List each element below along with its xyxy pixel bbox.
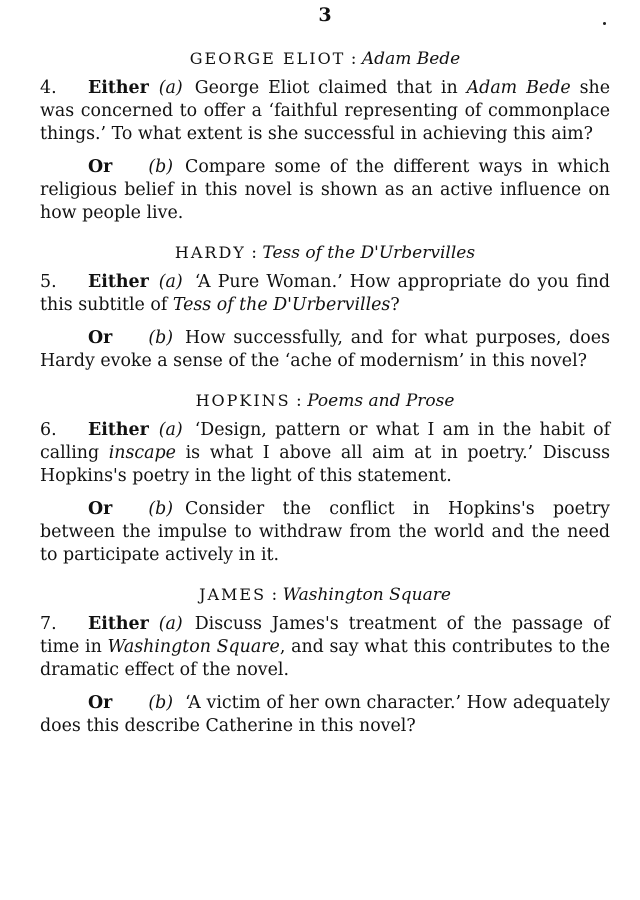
either-label: Either: [88, 420, 149, 440]
or-label: Or: [88, 499, 113, 519]
option-a-label: (a): [158, 272, 183, 292]
section-title: [40, 583, 610, 607]
question-5a: [40, 271, 610, 317]
question-4b: [40, 156, 610, 225]
or-label: Or: [88, 693, 113, 713]
either-label: Either: [88, 78, 149, 98]
work-title: Adam Bede: [361, 49, 461, 69]
question-6b: [40, 498, 610, 567]
question-text: Compare some of the different ways in which religious belief in this novel is shown as an active influence on how people live.: [40, 157, 610, 223]
option-b-label: (b): [148, 157, 174, 177]
author-name: GEORGE ELIOT: [189, 49, 346, 68]
question-text: George Eliot claimed that in: [194, 78, 467, 98]
section-title: [40, 47, 610, 71]
option-b-label: (b): [148, 693, 174, 713]
section-hopkins: [40, 389, 610, 567]
either-label: Either: [88, 614, 149, 634]
question-number: 6.: [40, 420, 57, 440]
question-6a: [40, 419, 610, 488]
option-a-label: (a): [158, 614, 183, 634]
question-text: is what I above all aim at in poetry.’ Discuss Hopkins's poetry in the light of this statement.: [40, 443, 611, 486]
question-5b: [40, 327, 610, 373]
option-b-label: (b): [148, 499, 174, 519]
question-text: , and say what this contributes to the dramatic effect of the novel.: [40, 637, 610, 680]
title-separator: :: [271, 585, 278, 605]
section-title: [40, 241, 610, 265]
question-number: 4.: [40, 78, 57, 98]
question-text: ‘A victim of her own character.’ How adequately does this describe Catherine in this novel?: [40, 693, 610, 736]
author-name: HARDY: [174, 243, 246, 262]
section-george-eliot: [40, 47, 610, 225]
title-separator: :: [296, 391, 302, 411]
option-a-label: (a): [158, 420, 183, 440]
or-label: Or: [88, 328, 113, 348]
question-text: ?: [390, 295, 400, 315]
option-a-label: (a): [158, 78, 183, 98]
question-text: ‘A Pure Woman.’ How appropriate do you find this subtitle of: [40, 272, 610, 315]
page-number: 3: [318, 4, 332, 26]
question-text-italic: Tess of the D'Urbervilles: [172, 295, 391, 315]
section-title: [40, 389, 610, 413]
question-text: How successfully, and for what purposes, does Hardy evoke a sense of the ‘ache of modernism’ in this novel?: [40, 328, 610, 371]
work-title: Poems and Prose: [307, 391, 455, 411]
title-separator: :: [350, 49, 357, 69]
question-text-italic: Adam Bede: [466, 78, 571, 98]
question-7b: [40, 692, 610, 738]
question-text: ‘Design, pattern or what I am in the habit of calling: [40, 420, 610, 463]
question-4a: [40, 77, 610, 146]
section-james: [40, 583, 610, 738]
or-label: Or: [88, 157, 113, 177]
option-b-label: (b): [148, 328, 174, 348]
question-number: 5.: [40, 272, 57, 292]
question-text: Discuss James's treatment of the passage of time in: [40, 614, 610, 657]
title-separator: :: [251, 243, 258, 263]
section-hardy: [40, 241, 610, 373]
question-number: 7.: [40, 614, 57, 634]
stray-dot: [603, 22, 606, 25]
author-name: HOPKINS: [195, 391, 291, 410]
work-title: Washington Square: [282, 585, 451, 605]
author-name: JAMES: [199, 585, 267, 604]
question-text: she was concerned to offer a ‘faithful representing of commonplace things.’ To what extent is she successful in achieving this aim?: [40, 78, 610, 144]
question-7a: [40, 613, 610, 682]
question-text: Consider the conflict in Hopkins's poetry between the impulse to withdraw from the world and the need to participate actively in it.: [40, 499, 610, 565]
question-text-italic: inscape: [108, 443, 176, 463]
either-label: Either: [88, 272, 149, 292]
work-title: Tess of the D'Urbervilles: [262, 243, 476, 263]
question-text-italic: Washington Square: [107, 637, 280, 657]
